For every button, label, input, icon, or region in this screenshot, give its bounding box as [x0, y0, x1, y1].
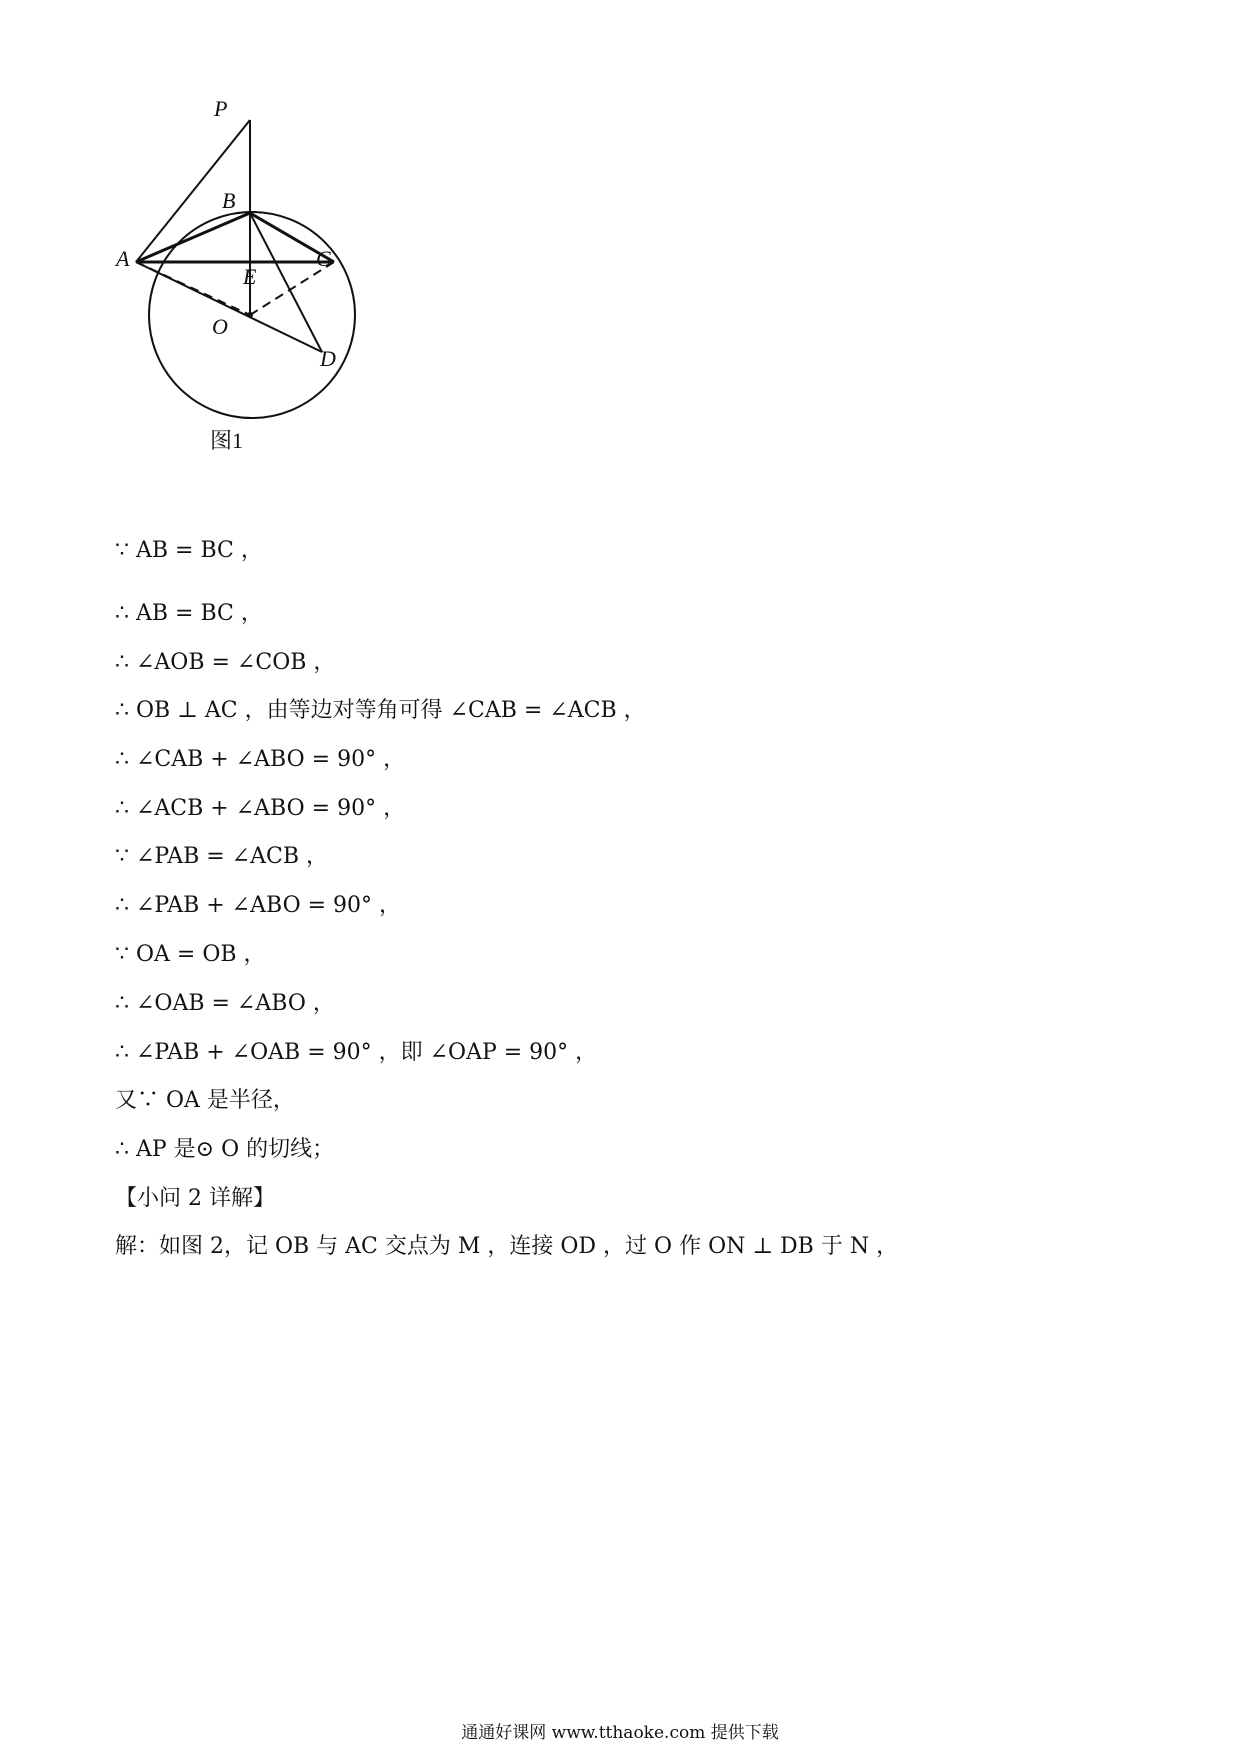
proof-line: ∴ OB ⊥ AC ，由等边对等角可得 ∠CAB = ∠ACB ，: [115, 698, 646, 723]
section-heading: 【小问 2 详解】: [115, 1186, 275, 1211]
proof-line: ∴ ∠PAB + ∠OAB = 90° ，即 ∠OAP = 90° ，: [115, 1040, 598, 1065]
proof-line: ∵ ∠PAB = ∠ACB ，: [115, 844, 328, 869]
proof-line: ∴ AB = BC ，: [115, 601, 263, 626]
label-p: P: [214, 96, 228, 121]
proof-line: ∴ ∠ACB + ∠ABO = 90° ，: [115, 796, 406, 821]
center-point: [247, 312, 253, 318]
proof-line: ∴ ∠OAB = ∠ABO ，: [115, 991, 335, 1016]
proof-line: ∵ AB = BC ，: [115, 538, 263, 563]
label-d: D: [320, 346, 336, 371]
segment-ab: [136, 213, 250, 262]
label-c: C: [316, 246, 331, 271]
proof-line: ∴ ∠PAB + ∠ABO = 90° ，: [115, 893, 402, 918]
geometry-diagram: [110, 96, 430, 510]
label-a: A: [116, 246, 130, 271]
label-o: O: [212, 314, 228, 339]
label-e: E: [243, 264, 257, 289]
proof-line: ∴ AP 是⊙ O 的切线；: [115, 1137, 335, 1162]
proof-line: ∴ ∠CAB + ∠ABO = 90° ，: [115, 747, 406, 772]
proof-line: 解：如图 2，记 OB 与 AC 交点为 M ，连接 OD ，过 O 作 ON ⊥ DB 于 N ，: [115, 1234, 899, 1259]
proof-line: ∴ ∠AOB = ∠COB ，: [115, 650, 336, 675]
footer-watermark: 通通好课网 www.tthaoke.com 提供下载: [461, 1723, 779, 1743]
proof-line: 又∵ OA 是半径，: [115, 1088, 295, 1113]
proof-line: ∵ OA = OB ，: [115, 942, 266, 967]
figure-caption: 图1: [210, 428, 244, 453]
label-b: B: [222, 188, 236, 213]
geometry-figure: [110, 96, 430, 510]
